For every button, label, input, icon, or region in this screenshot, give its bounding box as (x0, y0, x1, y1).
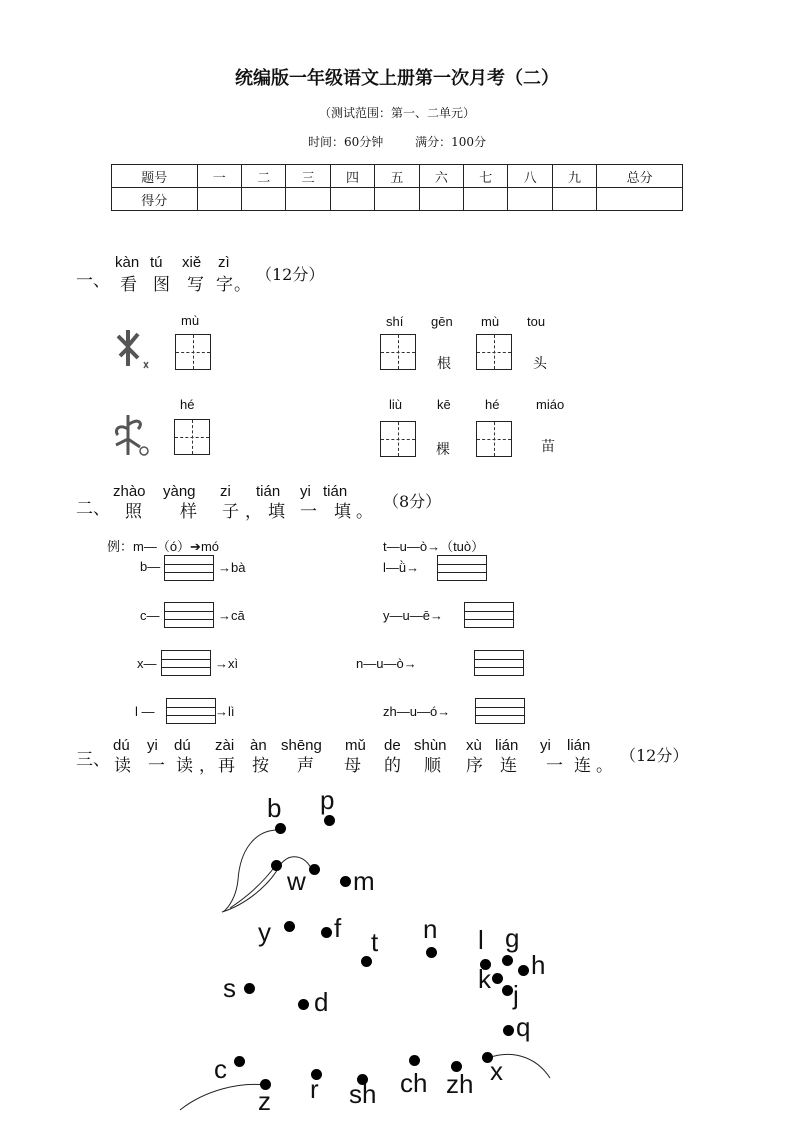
spell-prefix: x— (137, 656, 157, 671)
hanzi: 连 (574, 756, 597, 776)
character: 苗 (541, 439, 555, 455)
dot[interactable] (309, 864, 320, 875)
letter: x (490, 1056, 503, 1086)
spell-prefix: l—ǜ→ (383, 560, 420, 575)
pinyin: dú (113, 737, 130, 754)
pinyin: de (384, 737, 401, 754)
hanzi: ，填 (245, 502, 291, 522)
spell-prefix: n—u—ò→ (356, 656, 417, 671)
pinyin: àn (250, 737, 267, 754)
dot[interactable] (284, 921, 295, 932)
pinyin: zhào (113, 483, 146, 500)
hanzi: 声 (297, 756, 320, 776)
dot[interactable] (426, 947, 437, 958)
section3-score: （12分） (620, 746, 689, 765)
hanzi: 子 (222, 502, 245, 522)
pinyin: kē (437, 397, 451, 412)
hanzi: 一 (148, 756, 171, 776)
hanzi: 按 (252, 756, 275, 776)
hanzi: 再 (218, 756, 241, 776)
letter: j (513, 980, 519, 1010)
example-left: 例：m—（ó）➔mó (107, 539, 220, 554)
pinyin: shùn (414, 737, 447, 754)
spell-result: →cā (218, 608, 245, 623)
hanzi: 的 (384, 756, 407, 776)
letter: s (223, 973, 236, 1003)
pinyin: gēn (431, 314, 453, 329)
spell-prefix: b— (140, 559, 161, 574)
letter: sh (349, 1079, 377, 1109)
hanzi: 连 (500, 756, 523, 776)
hanzi: 样 (180, 502, 203, 522)
hanzi: 看 (120, 275, 143, 295)
exam-time: 时间：60分钟 (307, 135, 384, 149)
spell-result: →xì (215, 656, 239, 671)
pinyin: miáo (536, 397, 565, 412)
letter: h (531, 950, 546, 980)
pinyin: yi (540, 737, 551, 754)
table-cell: 五 (375, 165, 419, 188)
pinyin: yi (147, 737, 158, 754)
pinyin: liù (389, 397, 403, 412)
pinyin: tú (150, 254, 163, 271)
hanzi: 顺 (424, 756, 447, 776)
dot[interactable] (518, 965, 529, 976)
letter: z (258, 1086, 271, 1116)
spell-prefix: y—u—ē→ (383, 608, 443, 623)
letter: w (287, 866, 306, 896)
letter: t (371, 927, 379, 957)
dot[interactable] (502, 985, 513, 996)
pinyin: yi (300, 483, 311, 500)
table-cell: 四 (330, 165, 374, 188)
hanzi: 母 (344, 756, 367, 776)
letter: r (310, 1074, 319, 1104)
pinyin: zi (220, 483, 231, 500)
character: 棵 (436, 442, 450, 458)
dot[interactable] (492, 973, 503, 984)
letter: n (423, 914, 438, 944)
pinyin: lián (567, 737, 591, 754)
example-right: t—u—ò→（tuò） (383, 539, 485, 554)
character: 根 (437, 356, 451, 372)
hanzi: 填 (334, 502, 357, 522)
punct: 。 (596, 756, 619, 776)
pinyin: shí (386, 314, 404, 329)
hanzi: 写 (187, 275, 210, 295)
pinyin: yàng (163, 483, 196, 500)
dot[interactable] (502, 955, 513, 966)
pinyin: mù (481, 314, 500, 329)
table-cell: 题号 (112, 165, 198, 188)
hanzi: 序 (466, 756, 489, 776)
table-cell: 三 (286, 165, 330, 188)
table-cell: 总分 (597, 165, 683, 188)
hanzi: 照 (125, 502, 148, 522)
exam-full-score: 满分：100分 (415, 135, 486, 149)
pinyin: mǔ (345, 737, 366, 754)
exam-title: 统编版一年级语文上册第一次月考（二） (235, 68, 559, 89)
table-cell: 九 (552, 165, 596, 188)
dot[interactable] (298, 999, 309, 1010)
pinyin-mu: mù (181, 313, 200, 328)
punct: 。 (234, 275, 257, 295)
punct: 。 (356, 502, 379, 522)
table-cell: 得分 (112, 188, 198, 211)
pinyin: xù (466, 737, 482, 754)
letter: d (314, 987, 329, 1017)
letter: q (516, 1012, 531, 1042)
letter: ch (400, 1068, 428, 1098)
hanzi: 读， (176, 756, 222, 776)
spell-prefix: zh—u—ó→ (383, 704, 451, 719)
letter: l (478, 925, 484, 955)
letter: m (353, 866, 375, 896)
pinyin: lián (495, 737, 519, 754)
hanzi: 读 (114, 756, 137, 776)
spell-result: →bà (218, 560, 246, 575)
dot[interactable] (271, 860, 282, 871)
pinyin: kàn (115, 254, 140, 271)
dot[interactable] (244, 983, 255, 994)
section2-number: 二、 (76, 499, 110, 519)
hanzi: 一 (546, 756, 569, 776)
letter: b (267, 793, 282, 823)
letter: zh (446, 1069, 474, 1099)
hanzi: 字 (216, 275, 239, 295)
dot[interactable] (321, 927, 332, 938)
character: 头 (533, 356, 547, 372)
letter: p (320, 785, 335, 815)
dot[interactable] (275, 823, 286, 834)
pinyin-he: hé (180, 397, 195, 412)
table-cell: 八 (508, 165, 552, 188)
hanzi: 图 (153, 275, 176, 295)
table-cell: 一 (197, 165, 241, 188)
dot[interactable] (409, 1055, 420, 1066)
spell-prefix: c— (140, 608, 160, 623)
pinyin: zài (215, 737, 235, 754)
pinyin: shēng (281, 737, 322, 754)
letter: y (258, 917, 271, 947)
table-cell: 六 (419, 165, 463, 188)
letter: c (214, 1054, 227, 1084)
dot[interactable] (234, 1056, 245, 1067)
dot[interactable] (324, 815, 335, 826)
letter: f (334, 913, 342, 943)
hanzi: 一 (300, 502, 323, 522)
table-cell: 二 (242, 165, 286, 188)
pinyin: zì (218, 254, 230, 271)
section1-number: 一、 (76, 271, 110, 291)
pinyin: hé (485, 397, 500, 412)
pinyin: dú (174, 737, 191, 754)
spell-result: →lì (215, 704, 235, 719)
pinyin: tou (527, 314, 546, 329)
pinyin: xiě (182, 254, 202, 271)
letter: k (478, 964, 491, 994)
spell-prefix: l — (135, 704, 155, 719)
table-cell: 七 (464, 165, 508, 188)
section3-number: 三、 (76, 750, 110, 770)
pinyin: tián (323, 483, 348, 500)
pinyin: tián (256, 483, 281, 500)
section1-score: （12分） (256, 265, 325, 284)
dot[interactable] (340, 876, 351, 887)
letter: g (505, 923, 520, 953)
dot[interactable] (503, 1025, 514, 1036)
exam-scope: （测试范围：第一、二单元） (318, 106, 475, 120)
section2-score: （8分） (383, 492, 442, 511)
